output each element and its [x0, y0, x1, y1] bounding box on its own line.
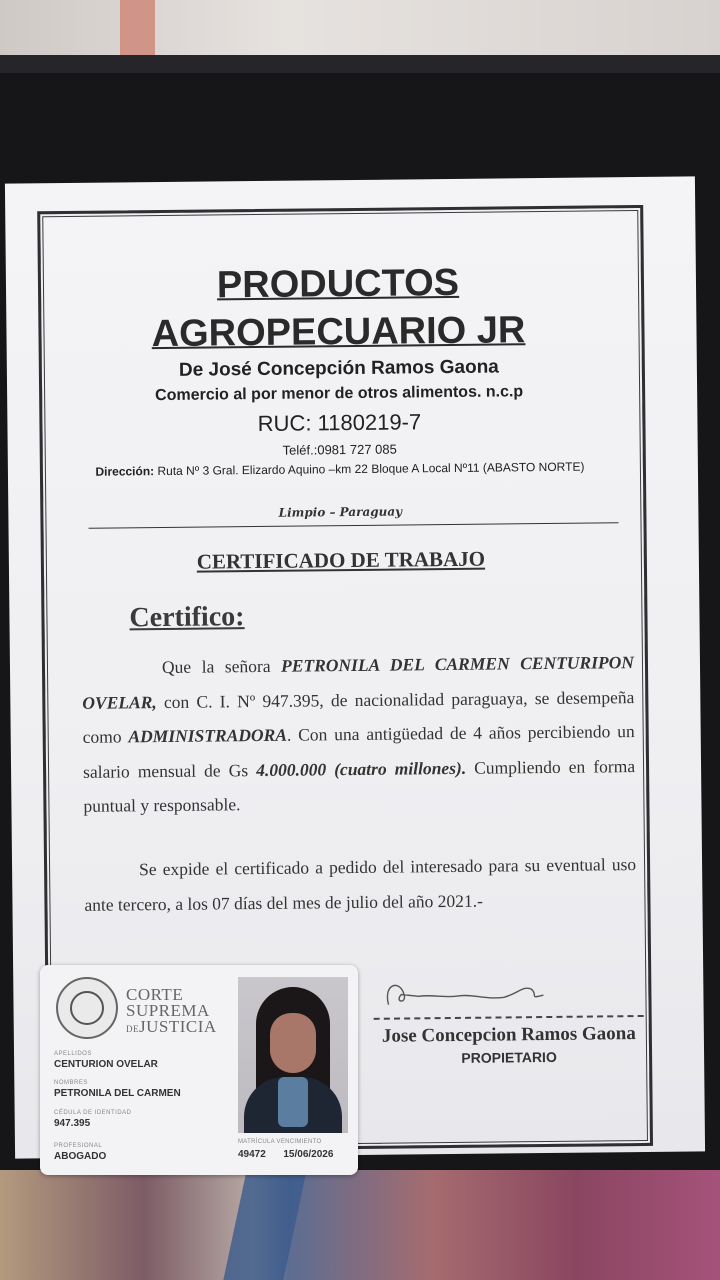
- cedula-label: CÉDULA DE IDENTIDAD: [54, 1110, 132, 1116]
- matricula-value: 49472: [238, 1149, 266, 1160]
- employee-role: ADMINISTRADORA: [128, 724, 288, 747]
- certificate-paragraph-2: Se expide el certificado a pedido del interesado para su eventual uso ante tercero, a los 07 días del mes de julio del año 2021.-: [84, 854, 637, 915]
- signer-name: Jose Concepcion Ramos Gaona: [381, 1023, 636, 1047]
- owner-line: De José Concepción Ramos Gaona: [178, 356, 499, 381]
- apellidos-value: CENTURION OVELAR: [54, 1059, 158, 1070]
- photo-scarf: [278, 1077, 308, 1127]
- matricula-label: MATRÍCULA VENCIMIENTO: [238, 1139, 322, 1145]
- apellidos-label: APELLIDOS: [54, 1051, 92, 1057]
- id-photo: [238, 977, 348, 1133]
- p1-id-nationality: con C. I. Nº 947.395, de nacionalidad paraguaya, se desempeña como: [82, 686, 635, 747]
- court-seal-icon: [56, 977, 118, 1039]
- company-name-line2: AGROPECUARIO JR: [151, 309, 526, 356]
- p1-intro: Que la señora: [161, 655, 282, 678]
- employee-salary: 4.000.000 (cuatro millones).: [256, 757, 467, 780]
- court-line-2: SUPREMA: [126, 1001, 210, 1020]
- p1-closing: Cumpliendo en forma puntual y responsable.: [83, 755, 636, 816]
- address-value: Ruta Nº 3 Gral. Elizardo Aquino –km 22 Bloque A Local Nº11 (ABASTO NORTE): [157, 459, 585, 479]
- handwritten-signature: [363, 972, 653, 1013]
- photo-face: [270, 1013, 316, 1073]
- p1-tenure: . Con una antigüedad de 4 años percibiendo un salario mensual de Gs: [82, 721, 635, 782]
- signature-block: [363, 972, 654, 1067]
- court-line-3: [126, 1019, 217, 1037]
- employee-name: PETRONILA DEL CARMEN CENTURIPON OVELAR,: [82, 652, 635, 713]
- certificate-paragraph-1: [82, 645, 636, 823]
- court-line-1: CORTE: [126, 985, 184, 1004]
- company-name: [38, 257, 639, 359]
- court-name: [126, 987, 217, 1037]
- nombres-label: NOMBRES: [54, 1080, 88, 1086]
- signature-line: [374, 1015, 644, 1020]
- business-activity: Comercio al por menor de otros alimentos. n.c.p: [155, 383, 524, 405]
- lawyer-id-card: [40, 965, 358, 1175]
- folder-edge: [0, 55, 720, 73]
- certifico-heading: Certifico:: [129, 601, 245, 634]
- court-line-3-prefix: DE: [126, 1024, 139, 1034]
- matricula-row: [238, 1149, 333, 1160]
- nombres-value: PETRONILA DEL CARMEN: [54, 1088, 181, 1099]
- city-country: Limpio – Paraguay: [278, 504, 403, 520]
- phone-number: Teléf.:0981 727 085: [282, 441, 397, 458]
- company-name-line1: PRODUCTOS: [216, 261, 460, 307]
- tablecloth: [0, 1170, 720, 1280]
- profesional-value: ABOGADO: [54, 1151, 107, 1162]
- certificate-title-text: CERTIFICADO DE TRABAJO: [196, 546, 486, 574]
- cedula-value: 947.395: [54, 1118, 91, 1129]
- profesional-label: PROFESIONAL: [54, 1143, 103, 1149]
- signer-role: PROPIETARIO: [461, 1048, 557, 1066]
- vencimiento-value: 15/06/2026: [283, 1149, 334, 1160]
- address-label: Dirección:: [95, 464, 155, 479]
- ruc-number: RUC: 1180219-7: [257, 409, 422, 437]
- court-line-3-text: JUSTICIA: [139, 1017, 217, 1036]
